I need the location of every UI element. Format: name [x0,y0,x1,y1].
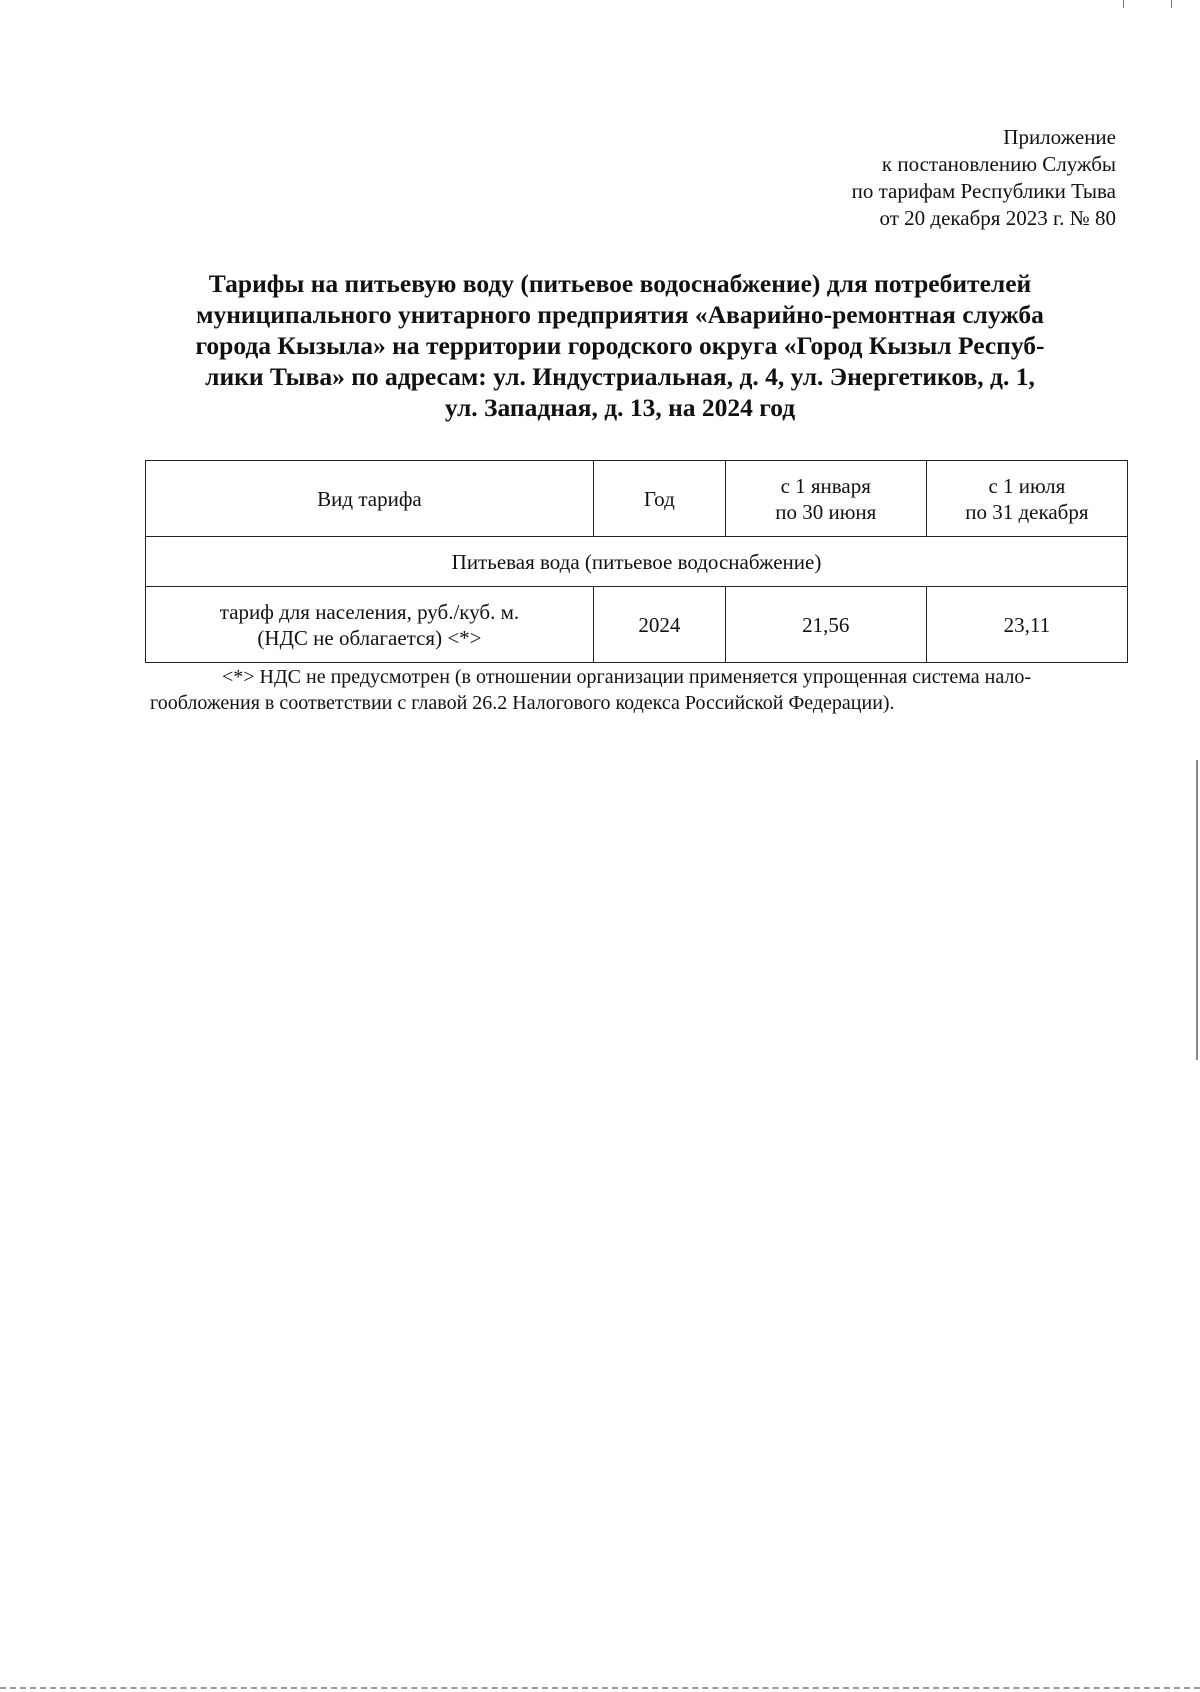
appendix-line-1: Приложение [1003,125,1116,149]
document-title [140,268,1100,423]
scan-artifact-top-tick-2 [1171,0,1172,8]
header-second-half [926,461,1127,537]
title-line-2: муниципального унитарного предприятия «Аварийно-ремонтная служба [196,300,1044,329]
header-first-half-line-2: по 30 июня [775,499,877,524]
scan-artifact-top-tick-1 [1123,0,1124,8]
header-tariff-kind: Вид тарифа [146,461,594,537]
section-drinking-water: Питьевая вода (питьевое водоснабжение) [146,537,1128,587]
appendix-line-4: от 20 декабря 2023 г. № 80 [879,206,1116,230]
appendix-block [852,124,1116,232]
scan-artifact-right-edge [1196,760,1198,1060]
scan-artifact-bottom-line [0,1687,1200,1689]
table-row [146,587,1128,663]
footnote [150,664,1130,716]
table-header-row [146,461,1128,537]
tariff-table [145,460,1128,663]
header-second-half-line-1: с 1 июля [988,473,1066,498]
cell-tariff-kind [146,587,594,663]
header-year: Год [593,461,725,537]
header-first-half-line-1: с 1 января [780,473,871,498]
cell-second-half-value: 23,11 [926,587,1127,663]
table-section-row [146,537,1128,587]
title-line-4: лики Тыва» по адресам: ул. Индустриальная, д. 4, ул. Энергетиков, д. 1, [205,362,1035,391]
cell-year: 2024 [593,587,725,663]
title-line-3: города Кызыла» на территории городского округа «Город Кызыл Респуб- [195,331,1045,360]
title-line-5: ул. Западная, д. 13, на 2024 год [444,393,796,422]
cell-tariff-kind-line-2: (НДС не облагается) <*> [257,625,482,650]
title-line-1: Тарифы на питьевую воду (питьевое водоснабжение) для потребителей [208,269,1032,298]
footnote-line-1: <*> НДС не предусмотрен (в отношении организации применяется упрощенная система нало- [222,666,1032,688]
header-second-half-line-2: по 31 декабря [965,499,1089,524]
appendix-line-2: к постановлению Службы [881,152,1116,176]
cell-tariff-kind-line-1: тариф для населения, руб./куб. м. [219,599,520,624]
cell-first-half-value: 21,56 [725,587,926,663]
appendix-line-3: по тарифам Республики Тыва [851,179,1116,203]
footnote-line-2: гообложения в соответствии с главой 26.2 Налогового кодекса Российской Федерации). [150,692,895,714]
header-first-half [725,461,926,537]
